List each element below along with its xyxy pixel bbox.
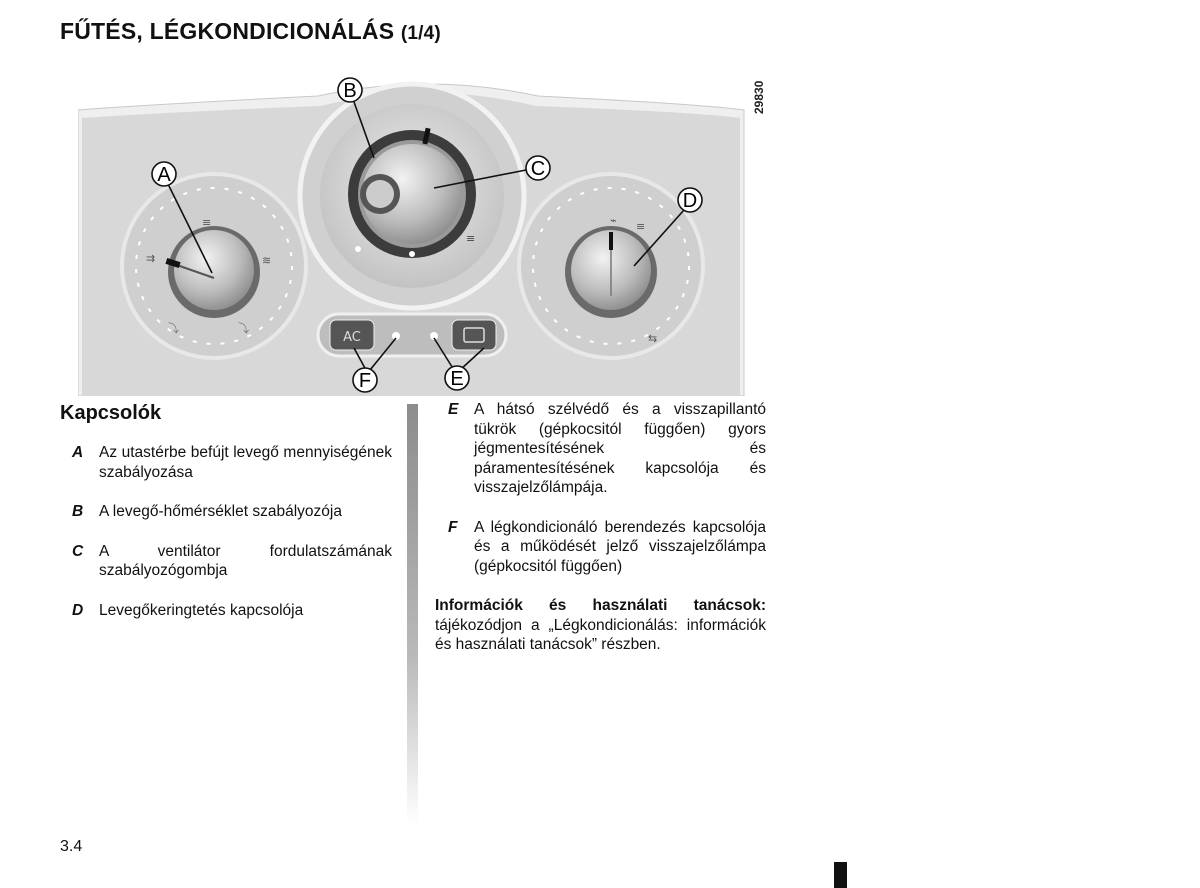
- item-key: E: [448, 401, 459, 418]
- list-item: [435, 400, 766, 498]
- knob-d-group: [519, 174, 703, 358]
- page-title-suffix: (1/4): [400, 23, 441, 44]
- callout-d-label: D: [682, 190, 698, 212]
- svg-text:≡: ≡: [466, 232, 476, 245]
- svg-text:⇆: ⇆: [648, 332, 658, 345]
- list-item: [435, 518, 766, 577]
- item-text: Levegőkeringtetés kapcsolója: [99, 601, 304, 619]
- callout-f-label: F: [358, 370, 372, 392]
- page-number: 3.4: [60, 838, 83, 855]
- svg-text:≋: ≋: [262, 254, 272, 267]
- callout-f: [353, 368, 377, 392]
- svg-text:⇉: ⇉: [146, 252, 156, 265]
- callout-c: [526, 156, 550, 180]
- callout-b-label: B: [343, 80, 357, 102]
- item-text: A levegő-hőmérséklet szabályozója: [99, 503, 342, 520]
- info-bold: Információk és használati tanácsok:: [435, 597, 766, 614]
- info-paragraph: [435, 596, 766, 655]
- controls-list-right: [435, 400, 766, 655]
- column-divider: [407, 404, 418, 824]
- page-title-main: FŰTÉS, LÉGKONDICIONÁLÁS: [60, 18, 395, 44]
- svg-text:⌁: ⌁: [610, 214, 617, 227]
- item-key: B: [72, 503, 84, 520]
- item-key: A: [72, 444, 84, 461]
- item-text: A hátsó szélvédő és a visszapillantó tükrök (gépkocsitól függően) gyors jégmentesítésének és páramentesítésének kapcsolója és visszajelzőlámpája.: [474, 401, 766, 496]
- page-title: [60, 18, 441, 45]
- knob-a-group: [122, 174, 306, 358]
- climate-control-panel-illustration: [78, 66, 778, 396]
- svg-text:≡: ≡: [202, 216, 212, 229]
- knob-bc-group: [300, 84, 524, 308]
- callout-b: [338, 78, 362, 102]
- callout-c-label: C: [530, 158, 546, 180]
- svg-text:⤵: ⤵: [238, 322, 249, 335]
- list-item: [60, 601, 392, 621]
- svg-text:⤵: ⤵: [168, 322, 179, 335]
- item-key: C: [72, 542, 84, 560]
- item-text: Az utastérbe befújt levegő mennyiségének szabályozása: [99, 444, 392, 481]
- callout-a-label: A: [157, 164, 171, 186]
- info-text: tájékozódjon a „Légkondicionálás: információk és használati tanácsok” részben.: [435, 616, 766, 653]
- edge-tab-marker: [834, 862, 847, 888]
- list-item: [60, 502, 392, 522]
- section-title: Kapcsolók: [60, 402, 162, 424]
- callout-d: [678, 188, 702, 212]
- callout-a: [152, 162, 176, 186]
- figure-code: 29830: [752, 80, 766, 114]
- controls-list-left: [60, 443, 392, 640]
- svg-text:≡: ≡: [636, 220, 646, 233]
- list-item: [60, 542, 392, 581]
- button-bar-group: [318, 314, 506, 356]
- item-key: D: [72, 601, 84, 619]
- ac-button-label: AC: [343, 330, 361, 345]
- list-item: [60, 443, 392, 482]
- callout-e: [445, 366, 469, 390]
- callout-e-label: E: [450, 368, 464, 390]
- item-key: F: [448, 518, 458, 536]
- item-text: A ventilátor fordulatszámának szabályozógombja: [99, 542, 392, 579]
- item-text: A légkondicionáló berendezés kapcsolója és a működését jelző visszajelzőlámpa (gépkocsitól függően): [474, 518, 766, 575]
